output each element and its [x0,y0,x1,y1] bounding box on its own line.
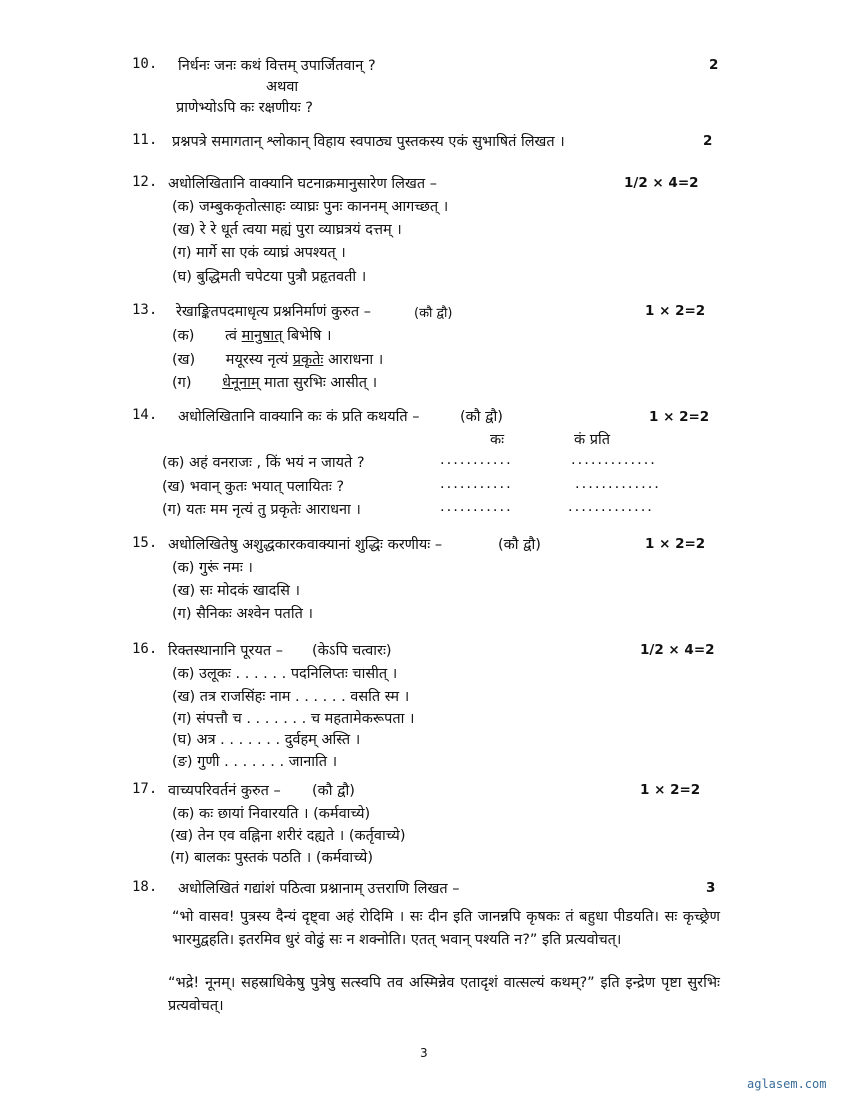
list-item: (ग) सैनिकः अश्वेन पतति । [172,606,313,622]
list-item: (क) अहं वनराजः , किं भयं न जायते ? [162,455,365,471]
item-text: बिभेषि । [282,328,332,344]
question-number: 15. [132,535,158,551]
answer-blank: ............. [571,452,657,468]
item-text: त्वं [225,328,242,344]
item-label: (ग) [172,375,192,391]
answer-blank: ............. [568,499,654,515]
question-hint: (केऽपि चत्वारः) [312,643,392,659]
marks: 3 [706,880,716,896]
item-text: मयूरस्य नृत्यं [225,352,293,368]
column-header: कं प्रति [574,432,611,448]
question-text: वाच्यपरिवर्तनं कुरुत – [168,783,281,799]
question-hint: (कौ द्वौ) [460,409,503,425]
question-hint: (कौ द्वौ) [498,537,541,553]
list-item [172,372,377,392]
list-item [172,349,383,369]
question-text: प्रश्नपत्रे समागतान् श्लोकान् विहाय स्वपाठ्य पुस्तकस्य एकं सुभाषितं लिखत । [172,134,565,150]
item-label: (ख) [172,352,196,368]
or-word: अथवा [266,79,299,95]
question-text: अधोलिखितेषु अशुद्धकारकवाक्यानां शुद्धिः करणीयः – [168,537,443,553]
list-item: (ख) भवान् कुतः भयात् पलायितः ? [162,479,345,495]
question-text: रेखाङ्कितपदमाधृत्य प्रश्ननिर्माणं कुरुत – [176,304,372,320]
marks: 1 × 2=2 [649,409,710,425]
alternate-question: प्राणेभ्योऽपि कः रक्षणीयः ? [176,100,313,116]
marks: 1 × 2=2 [645,536,706,552]
question-number: 10. [132,56,158,72]
passage-paragraph: “भो वासव! पुत्रस्य दैन्यं दृष्ट्वा अहं रोदिमि । सः दीन इति जानन्नपि कृषकः तं बहुधा पीडयति। सः कृच्छ्रेण भारमुद्वहति। इतरमिव धुरं वोढुं सः न शक्नोति। एतत् भवान् पश्यति न?” इति प्रत्यवोचत्। [172,909,720,948]
answer-blank: ............. [575,476,661,492]
list-item: (क) गुरूं नमः । [172,560,253,576]
underlined-word: धेनूनाम् [222,375,260,391]
question-number: 12. [132,174,158,190]
page-number: 3 [420,1046,428,1060]
watermark: aglasem.com [747,1077,827,1091]
list-item: (ग) बालकः पुस्तकं पठति । (कर्मवाच्ये) [170,850,373,866]
list-item: (घ) बुद्धिमती चपेटया पुत्रौ प्रहृतवती । [172,269,367,285]
marks: 2 [703,133,713,149]
question-text: अधोलिखितं गद्यांशं पठित्वा प्रश्नानाम् उत्तराणि लिखत – [178,881,460,897]
column-header: कः [490,432,505,448]
underlined-word: मानुषात् [241,328,283,344]
underlined-word: प्रकृतेः [292,352,324,368]
answer-blank: ........... [440,476,513,492]
list-item: (ग) यतः मम नृत्यं तु प्रकृतेः आराधना । [162,502,361,518]
question-number: 14. [132,407,158,423]
item-text: आराधना । [323,352,384,368]
marks: 2 [709,57,719,73]
question-text: अधोलिखितानि वाक्यानि घटनाक्रमानुसारेण लिखत – [168,176,437,192]
list-item: (ख) तत्र राजसिंहः नाम . . . . . . वसति स्म । [172,689,410,705]
question-number: 18. [132,879,158,895]
answer-blank: ........... [440,499,513,515]
marks: 1/2 × 4=2 [624,175,699,191]
item-label: (क) [172,328,195,344]
question-text: अधोलिखितानि वाक्यानि कः कं प्रति कथयति – [178,409,420,425]
answer-blank: ........... [440,452,513,468]
list-item: (ङ) गुणी . . . . . . . जानाति । [172,754,338,770]
list-item: (ख) तेन एव वह्निना शरीरं दह्यते । (कर्तृवाच्ये) [170,828,406,844]
question-number: 17. [132,781,158,797]
list-item: (ग) मार्गे सा एकं व्याघ्रं अपश्यत् । [172,245,346,261]
question-hint: (कौ द्वौ) [414,306,453,321]
item-text: माता सुरभिः आसीत् । [259,375,378,391]
marks: 1/2 × 4=2 [640,642,715,658]
list-item: (क) कः छायां निवारयति । (कर्मवाच्ये) [172,806,371,822]
question-text: रिक्तस्थानानि पूरयत – [168,643,284,659]
marks: 1 × 2=2 [640,782,701,798]
list-item: (ख) सः मोदकं खादसि । [172,583,300,599]
list-item [172,325,332,345]
question-number: 11. [132,132,158,148]
list-item: (क) जम्बुककृतोत्साहः व्याघ्रः पुनः काननम् आगच्छत् । [172,199,449,215]
question-hint: (कौ द्वौ) [312,783,355,799]
question-text: निर्धनः जनः कथं वित्तम् उपार्जितवान् ? [178,58,376,74]
question-number: 13. [132,302,158,318]
list-item: (घ) अत्र . . . . . . . दुर्वहम् अस्ति । [172,732,361,748]
question-number: 16. [132,641,158,657]
list-item: (क) उलूकः . . . . . . पदनिलिप्तः चासीत् । [172,666,398,682]
list-item: (ख) रे रे धूर्त त्वया मह्यं पुरा व्याघ्रत्रयं दत्तम् । [172,222,402,238]
list-item: (ग) संपत्तौ च . . . . . . . च महतामेकरूपता । [172,711,415,727]
marks: 1 × 2=2 [645,303,706,319]
passage-paragraph: “भद्रे! नूनम्। सहस्राधिकेषु पुत्रेषु सत्स्वपि तव अस्मिन्नेव एतादृशं वात्सल्यं कथम्?” इति इन्द्रेण पृष्टा सुरभिः प्रत्यवोचत्। [168,975,720,1014]
